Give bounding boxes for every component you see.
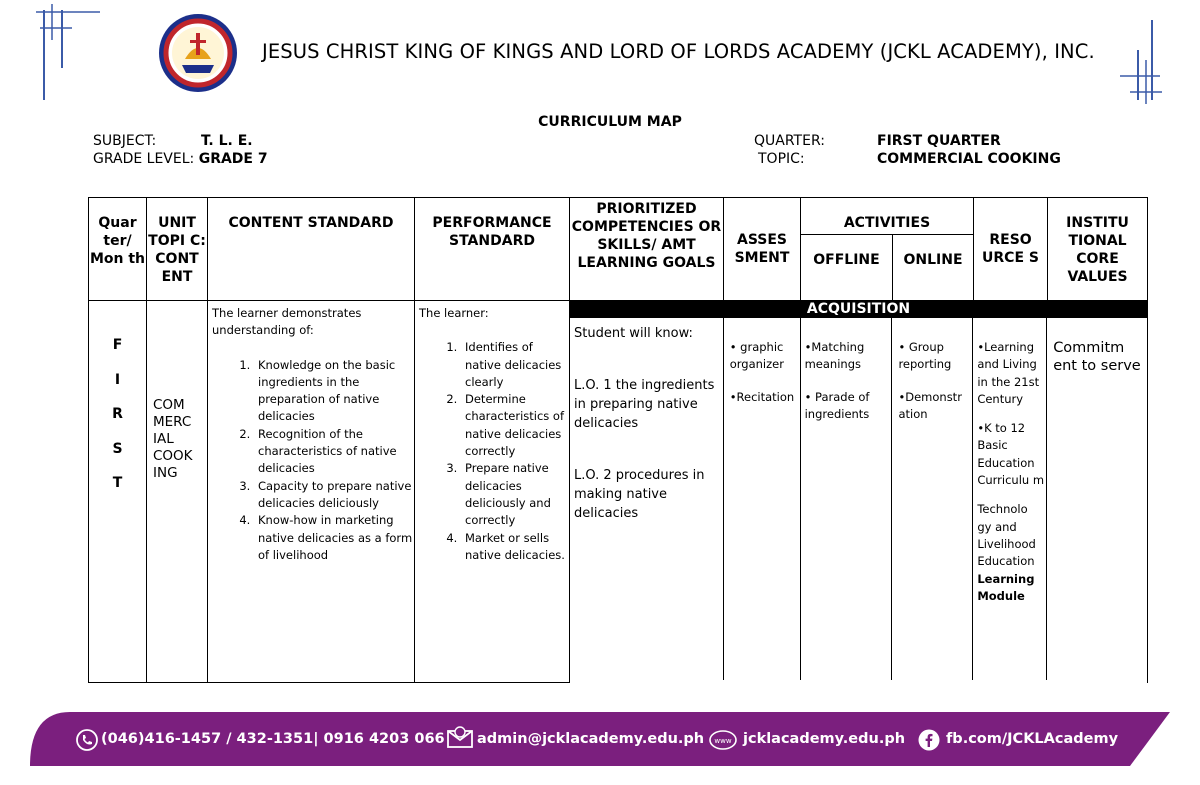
content-standard-item: 3. Capacity to prepare native delicacies deliciously	[254, 478, 414, 513]
competencies-cell	[570, 318, 724, 680]
school-logo-seal	[158, 13, 238, 93]
quarter-letter: I	[114, 371, 121, 388]
header-resources: RESO URCE S	[974, 198, 1048, 301]
quarter-letter: T	[112, 475, 123, 491]
content-standard-list	[208, 357, 414, 565]
competency-intro: Student will know:	[574, 326, 693, 341]
header-performance-standard: PERFORMANCE STANDARD	[415, 198, 570, 301]
acquisition-row	[570, 301, 1148, 683]
header-content-standard: CONTENT STANDARD	[208, 198, 415, 301]
header-activities: ACTIVITIES	[801, 198, 974, 235]
offline-activity-item: •Matching meanings	[804, 340, 865, 372]
online-activity-item: •Demonstr ation	[898, 389, 962, 421]
resource-item: Technolo gy and Livelihood Education	[977, 502, 1036, 569]
quarter-letter: S	[112, 440, 123, 457]
svg-text:www: www	[714, 737, 732, 745]
subject-line	[93, 133, 253, 149]
content-standard-item: 1. Knowledge on the basic ingredients in the preparation of native delicacies	[254, 357, 414, 426]
content-standard-item: 4. Know-how in marketing native delicacies as a form of livelihood	[254, 512, 414, 564]
assessment-item: •Recitation	[729, 389, 795, 404]
performance-standard-item: 1. Identifies of native delicacies clearly	[461, 339, 569, 391]
online-activity-item: • Group reporting	[898, 340, 952, 372]
quarter-cell	[89, 301, 147, 683]
facebook-icon	[918, 729, 940, 751]
core-values-text: Commitm ent to serve	[1053, 340, 1141, 374]
header-online: ONLINE	[893, 235, 974, 301]
assessment-cell	[724, 318, 801, 680]
resource-item: •Learning and Living in the 21st Century	[977, 340, 1040, 406]
performance-standard-cell	[415, 301, 570, 683]
header-assessment: ASSES SMENT	[724, 198, 801, 301]
subject-value: T. L. E.	[201, 133, 253, 149]
performance-intro: The learner:	[419, 306, 489, 320]
competency-item: L.O. 2 procedures in making native delicacies	[574, 468, 705, 521]
grade-line	[93, 151, 268, 167]
quarter-letter: F	[112, 337, 123, 353]
performance-standard-list	[415, 339, 569, 564]
performance-standard-item: 2. Determine characteristics of native delicacies correctly	[461, 391, 569, 460]
resource-item: •K to 12 Basic Education Curriculu m	[977, 421, 1045, 488]
quarter-line	[754, 133, 1001, 149]
document-title: CURRICULUM MAP	[538, 114, 682, 130]
content-standard-item: 2. Recognition of the characteristics of native delicacies	[254, 426, 414, 478]
topic-label: TOPIC:	[758, 151, 805, 167]
content-standard-cell	[208, 301, 415, 683]
offline-activities-cell	[801, 318, 893, 680]
phone-icon	[76, 729, 98, 751]
performance-standard-item: 4. Market or sells native delicacies.	[461, 530, 569, 565]
footer-email: admin@jcklacademy.edu.ph	[477, 731, 705, 747]
header-offline: OFFLINE	[801, 235, 893, 301]
header-core-values: INSTITU TIONAL CORE VALUES	[1048, 198, 1148, 301]
unit-topic-cell	[147, 301, 208, 683]
grade-label: GRADE LEVEL:	[93, 151, 195, 167]
grade-value: GRADE 7	[198, 151, 268, 167]
resources-cell	[973, 318, 1047, 680]
competency-item: L.O. 1 the ingredients in preparing native delicacies	[574, 378, 715, 431]
offline-activity-item: • Parade of ingredients	[804, 389, 870, 421]
acquisition-label: ACQUISITION	[570, 301, 1147, 318]
competency-list	[574, 376, 719, 523]
www-icon	[708, 729, 738, 751]
footer-website: jcklacademy.edu.ph	[743, 731, 906, 747]
quarter-label: QUARTER:	[754, 133, 825, 149]
footer-phone: (046)416-1457 / 432-1351| 0916 4203 066	[101, 731, 445, 747]
footer-facebook: fb.com/JCKLAcademy	[946, 731, 1119, 747]
content-intro: The learner demonstrates understanding of:	[212, 306, 362, 338]
email-icon	[446, 725, 474, 749]
header-unit-topic: UNIT TOPI C: CONT ENT	[147, 198, 208, 301]
assessment-item: • graphic organizer	[729, 340, 784, 372]
corner-decoration-top-left	[0, 0, 110, 110]
quarter-letters	[89, 301, 146, 510]
header-quarter-month: Quar ter/ Mon th	[89, 198, 147, 301]
core-values-cell	[1047, 318, 1147, 680]
corner-decoration-top-right	[1090, 0, 1200, 110]
quarter-value: FIRST QUARTER	[877, 133, 1001, 149]
subject-label: SUBJECT:	[93, 133, 157, 149]
curriculum-map-table	[88, 197, 1148, 683]
online-activities-cell	[892, 318, 973, 680]
institution-name: JESUS CHRIST KING OF KINGS AND LORD OF LORDS ACADEMY (JCKL ACADEMY), INC.	[262, 40, 1095, 63]
quarter-letter: R	[112, 406, 123, 422]
topic-value: COMMERCIAL COOKING	[877, 151, 1061, 167]
topic-line	[758, 151, 1061, 167]
unit-topic-text: COM MERC IAL COOK ING	[153, 397, 193, 481]
performance-standard-item: 3. Prepare native delicacies deliciously and correctly	[461, 460, 569, 529]
resource-item: Learning Module	[977, 571, 1035, 603]
header-competencies: PRIORITIZED COMPETENCIES OR SKILLS/ AMT LEARNING GOALS	[570, 198, 724, 301]
